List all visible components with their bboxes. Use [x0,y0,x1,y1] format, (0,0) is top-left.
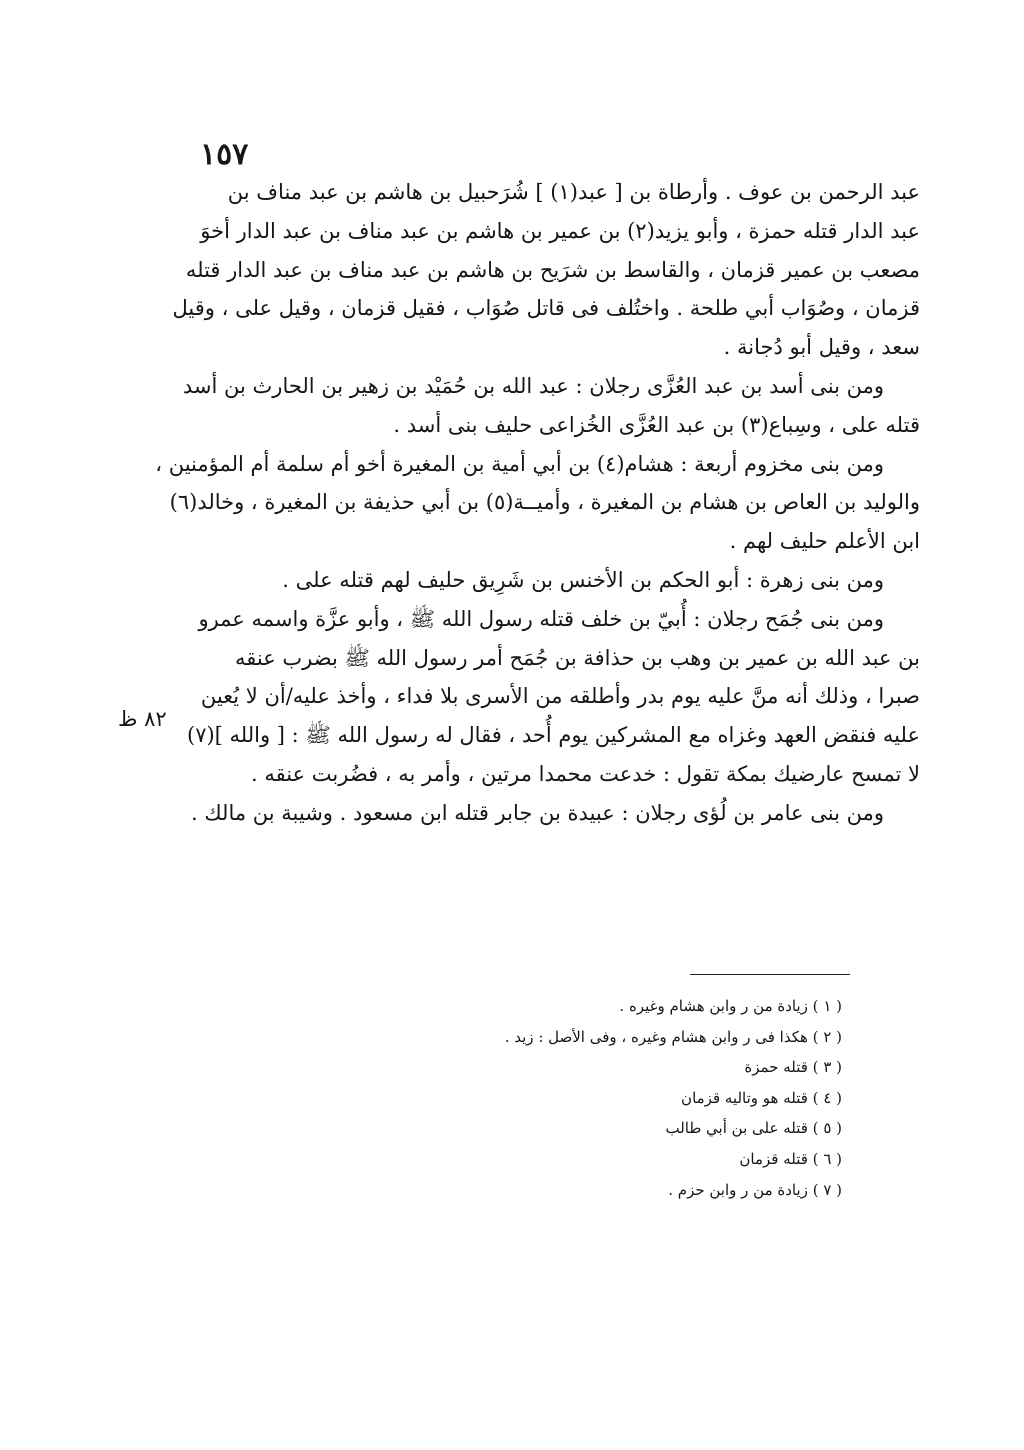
paragraph-start-line: ومن بنى جُمَح رجلان : أُبيّ بن خلف قتله رسول الله ﷺ ، وأبو عزَّة واسمه عمرو [198,606,884,631]
body-line: بن عبد الله بن عمير بن وهب بن حذافة بن جُمَح أمر رسول الله ﷺ بضرب عنقه [234,645,920,670]
body-line: مصعب بن عمير قزمان ، والقاسط بن شرَيح بن هاشم بن عبد مناف بن عبد الدار قتله [185,257,920,282]
body-line: قزمان ، وصُوَاب أبي طلحة . واختُلف فى قاتل صُوَاب ، فقيل قزمان ، وقيل على ، وقيل [172,296,920,321]
body-line: عليه فنقض العهد وغزاه مع المشركين يوم أُحد ، فقال له رسول الله ﷺ : [ والله ](٧) [186,723,920,748]
footnote-divider [690,974,850,975]
body-text [155,173,920,833]
footnote: ( ٢ ) هكذا فى ر وابن هشام وغيره ، وفى الأصل : زيد . [504,1027,842,1046]
body-line: سعد ، وقيل أبو دُجانة . [723,335,920,360]
body-line: قتله على ، وسِباع(٣) بن عبد العُزَّى الخُزاعى حليف بنى أسد . [393,412,920,437]
paragraph-start-line: ومن بنى مخزوم أربعة : هشام(٤) بن أبي أمية بن المغيرة أخو أم سلمة أم المؤمنين ، [155,451,884,476]
footnote: ( ٦ ) قتله قزمان [739,1149,842,1168]
footnote: ( ٧ ) زيادة من ر وابن حزم . [668,1180,842,1199]
body-line: عبد الدار قتله حمزة ، وأبو يزيد(٢) بن عمير بن هاشم بن عبد مناف بن عبد الدار أخوَ [200,218,920,243]
page-number: ١٥٧ [200,137,249,172]
footnote: ( ١ ) زيادة من ر وابن هشام وغيره . [619,997,842,1015]
body-line: عبد الرحمن بن عوف . وأرطاة بن [ عبد(١) ] شُرَحبيل بن هاشم بن عبد مناف بن [227,180,920,204]
body-line: صبرا ، وذلك أنه منَّ عليه يوم بدر وأطلقه من الأسرى بلا فداء ، وأخذ عليه/أن لا يُعين [200,684,920,709]
body-line: لا تمسح عارضيك بمكة تقول : خدعت محمدا مرتين ، وأمر به ، فضُربت عنقه . [251,761,920,786]
footnote: ( ٣ ) قتله حمزة [744,1058,842,1077]
body-line: ابن الأعلم حليف لهم . [729,529,920,554]
paragraph-start-line: ومن بنى أسد بن عبد العُزَّى رجلان : عبد الله بن حُمَيْد بن زهير بن الحارث بن أسد [182,373,884,398]
paragraph-start-line: ومن بنى زهرة : أبو الحكم بن الأخنس بن شَرِيق حليف لهم قتله على . [282,567,884,592]
footnotes [380,991,842,1205]
body-line: والوليد بن العاص بن هشام بن المغيرة ، وأميــة(٥) بن أبي حذيفة بن المغيرة ، وخالد(٦) [169,490,920,515]
footnote: ( ٥ ) قتله على بن أبي طالب [665,1119,842,1138]
footnote: ( ٤ ) قتله هو وتاليه قزمان [681,1088,842,1107]
paragraph-start-line: ومن بنى عامر بن لُؤى رجلان : عبيدة بن جابر قتله ابن مسعود . وشيبة بن مالك . [191,800,884,825]
margin-folio-note: ٨٢ ظ [118,707,167,731]
